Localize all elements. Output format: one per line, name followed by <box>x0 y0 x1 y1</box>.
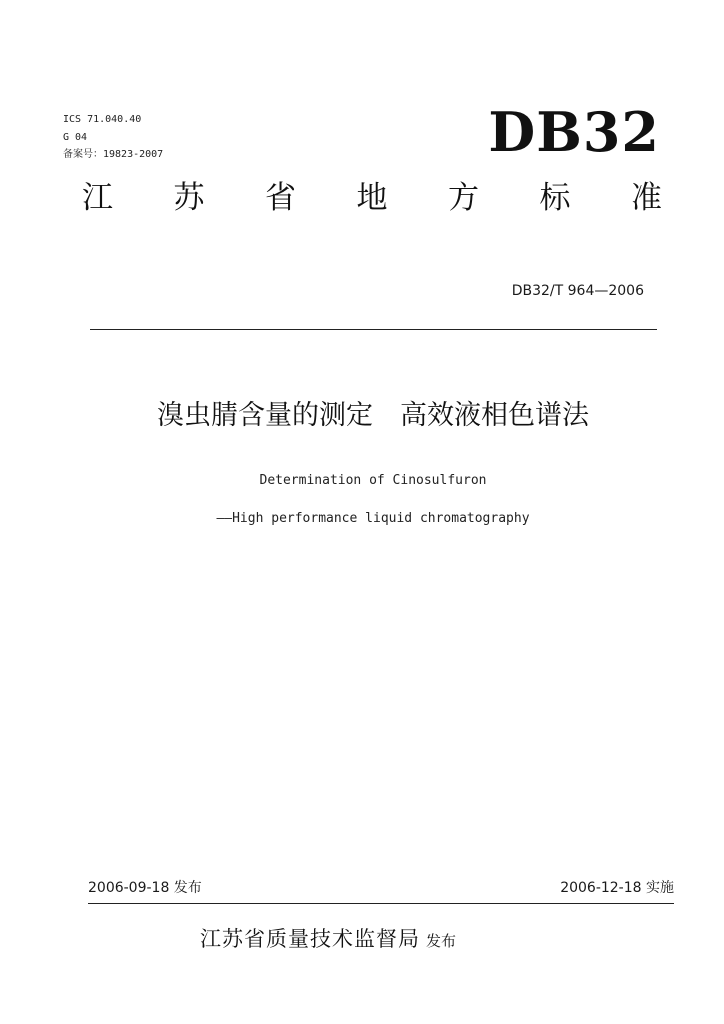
top-divider <box>90 329 657 330</box>
organization-char: 准 <box>631 180 662 216</box>
organization-char: 标 <box>539 180 571 216</box>
registration-number: 备案号：19823-2007 <box>63 149 164 160</box>
standard-number: DB32/T 964—2006 <box>511 283 644 299</box>
bottom-divider <box>88 903 674 904</box>
organization-char: 省 <box>265 180 296 216</box>
document-subtitle-english: ——High performance liquid chromatography <box>216 511 530 526</box>
issuer-suffix: 发布 <box>426 932 457 950</box>
classification-code: G 04 <box>63 132 88 143</box>
document-title-english: Determination of Cinosulfuron <box>259 473 487 488</box>
organization-char: 苏 <box>173 180 205 216</box>
organization-char: 江 <box>82 180 113 216</box>
standard-code-logo: DB32 <box>488 100 660 164</box>
ics-code: ICS 71.040.40 <box>63 114 142 125</box>
implementation-date: 2006-12-18 实施 <box>560 880 674 896</box>
issue-date: 2006-09-18 发布 <box>88 880 202 896</box>
organization-char: 方 <box>448 180 479 216</box>
organization-char: 地 <box>356 180 388 216</box>
issuing-authority <box>200 924 580 956</box>
issuer-name: 江苏省质量技术监督局 <box>200 927 420 951</box>
organization-title <box>82 178 662 218</box>
document-title-chinese: 溴虫腈含量的测定 高效液相色谱法 <box>157 400 589 431</box>
